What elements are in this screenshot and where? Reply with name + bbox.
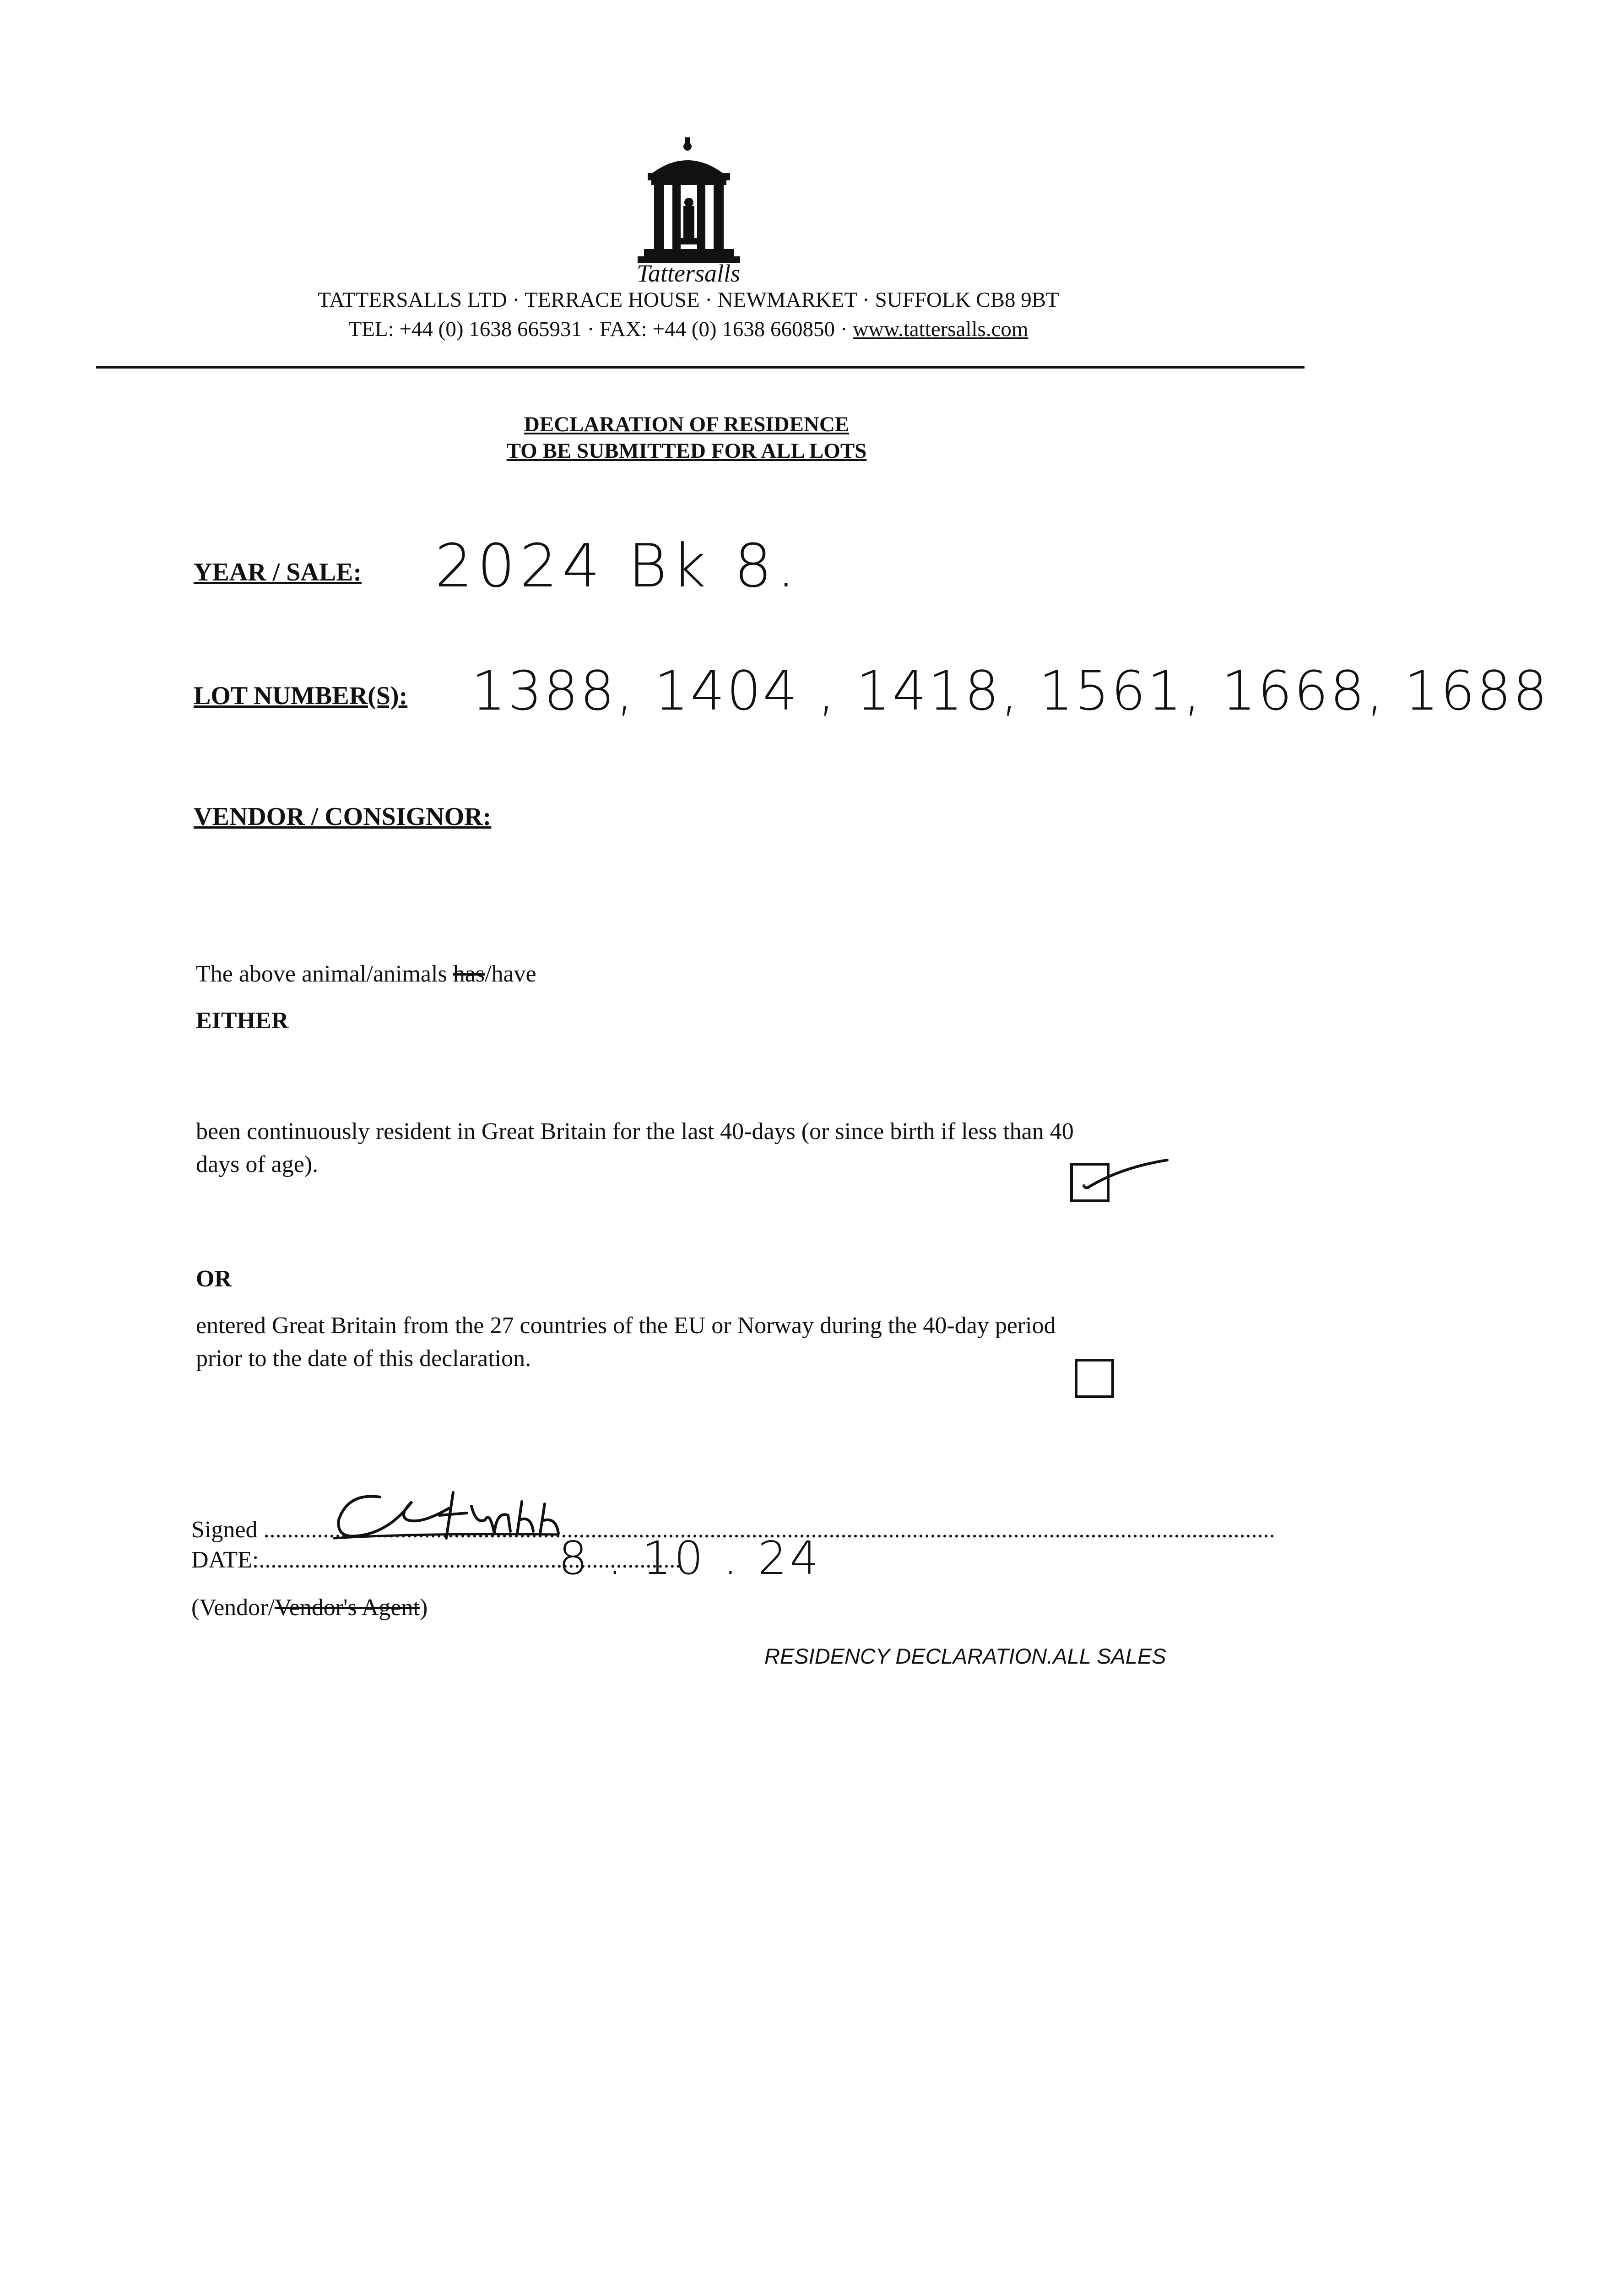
intro-prefix: The above animal/animals: [196, 961, 453, 987]
company-address: TATTERSALLS LTD · TERRACE HOUSE · NEWMARKET · SUFFOLK CB8 9BT: [318, 288, 1059, 312]
header-divider: [96, 366, 1305, 369]
lot-numbers-label: LOT NUMBER(S):: [194, 682, 408, 710]
struck-has: has: [453, 961, 485, 987]
signed-row: Signed ..........................................................................................................................................................................: [191, 1517, 1275, 1543]
year-sale-value[interactable]: 2024 Bk 8.: [435, 531, 800, 601]
brand-name: Tattersalls: [636, 260, 741, 287]
option2-checkbox[interactable]: [1075, 1359, 1114, 1398]
intro-suffix: /have: [485, 961, 536, 987]
struck-vendors-agent: Vendor's Agent: [274, 1595, 420, 1621]
lot-numbers-value[interactable]: 1388, 1404 , 1418, 1561, 1668, 1688: [471, 659, 1549, 722]
option2-text: [196, 1309, 1180, 1375]
signed-label: Signed: [191, 1517, 258, 1543]
option1-line-2: days of age).: [196, 1151, 319, 1177]
title-line-1: DECLARATION OF RESIDENCE: [524, 412, 850, 436]
intro-sentence: [196, 958, 1180, 991]
option1-line-1: been continuously resident in Great Britain for the last 40-days (or since birth if less than 40: [196, 1118, 1074, 1144]
vendor-consignor-label: VENDOR / CONSIGNOR:: [194, 803, 492, 831]
rotunda-logo-icon: [634, 137, 744, 270]
signer-role: [191, 1594, 428, 1621]
or-heading: OR: [196, 1266, 232, 1292]
option2-line-2: prior to the date of this declaration.: [196, 1345, 531, 1372]
title-line-2: TO BE SUBMITTED FOR ALL LOTS: [506, 439, 867, 463]
role-prefix: (Vendor/: [191, 1595, 275, 1621]
form-code: RESIDENCY DECLARATION.ALL SALES: [764, 1644, 1166, 1668]
contact-line: [137, 317, 1240, 342]
option1-text: [196, 1115, 1180, 1181]
date-label: DATE:: [191, 1547, 259, 1573]
check-mark-icon: [1076, 1154, 1172, 1195]
role-suffix: ): [419, 1595, 428, 1621]
year-sale-label: YEAR / SALE:: [194, 558, 362, 586]
date-row: DATE:.......................................................................: [191, 1547, 682, 1573]
either-heading: EITHER: [196, 1008, 289, 1034]
tel-fax: TEL: +44 (0) 1638 665931 · FAX: +44 (0) 1638 660850 ·: [348, 317, 853, 341]
website-link[interactable]: www.tattersalls.com: [853, 317, 1029, 341]
option2-line-1: entered Great Britain from the 27 countries of the EU or Norway during the 40-day period: [196, 1313, 1056, 1339]
date-value[interactable]: 8 . 10 . 24: [558, 1531, 822, 1585]
